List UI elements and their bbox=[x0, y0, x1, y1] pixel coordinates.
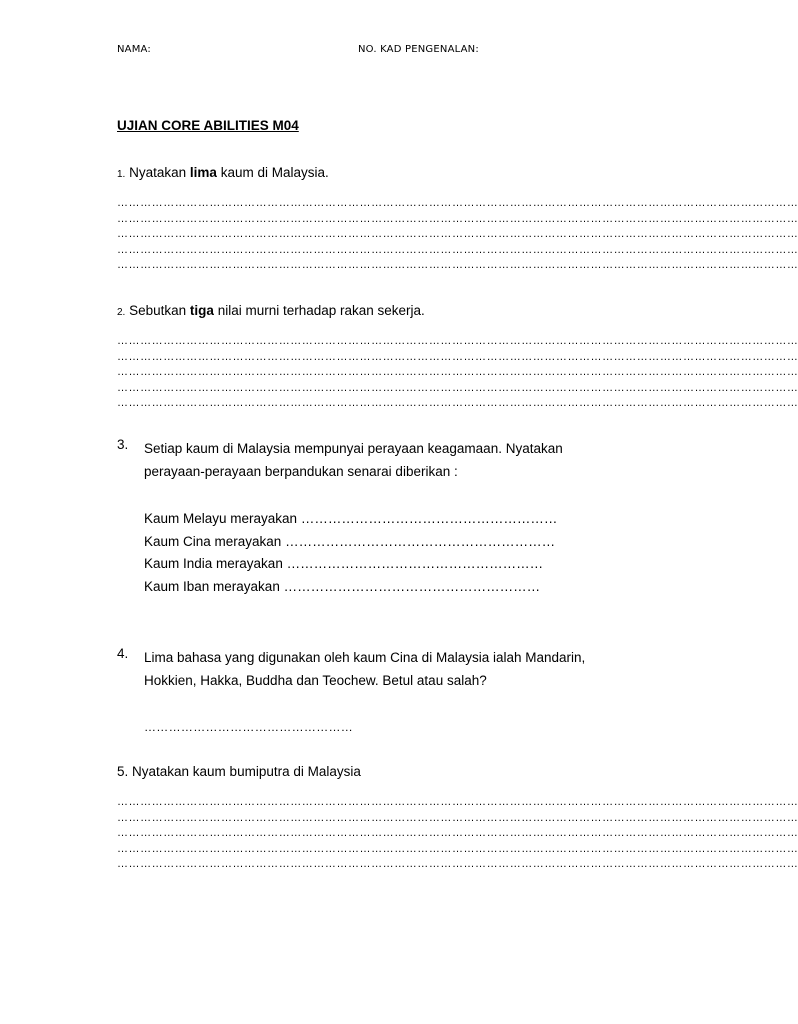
question-2-answer-lines[interactable] bbox=[117, 334, 798, 412]
answer-line[interactable]: …………………………………………………………………………………………………………………………………………………………… bbox=[117, 366, 798, 378]
answer-line[interactable]: …………………………………………………………………………………………………………………………………………………………… bbox=[117, 335, 798, 347]
answer-line[interactable]: …………………………………………………………………………………………………………………………………………………………… bbox=[117, 197, 798, 209]
question-1-text-post: kaum di Malaysia. bbox=[220, 165, 329, 180]
question-1-text-pre: Nyatakan bbox=[129, 165, 187, 180]
question-4-line-1: Lima bahasa yang digunakan oleh kaum Cina di Malaysia ialah Mandarin, bbox=[144, 650, 586, 665]
question-2-text-post: nilai murni terhadap rakan sekerja. bbox=[217, 303, 425, 318]
question-3-number: 3. bbox=[117, 437, 129, 452]
question-2-text-pre: Sebutkan bbox=[129, 303, 187, 318]
question-3-item-india[interactable]: Kaum India merayakan ………………………………………………… bbox=[144, 556, 544, 571]
answer-line[interactable]: …………………………………………………………………………………………………………………………………………………………… bbox=[117, 228, 798, 240]
answer-line[interactable]: …………………………………………………………………………………………………………………………………………………………… bbox=[117, 350, 798, 363]
question-3-line-1: Setiap kaum di Malaysia mempunyai perayaan keagamaan. Nyatakan bbox=[144, 441, 563, 456]
question-1-text-bold: lima bbox=[189, 165, 217, 180]
question-4-answer-line[interactable]: …………………………………………… bbox=[144, 720, 354, 734]
question-3-text bbox=[144, 437, 624, 483]
answer-line[interactable]: …………………………………………………………………………………………………………………………………………………………… bbox=[117, 796, 798, 808]
question-3-line-2: perayaan-perayaan berpandukan senarai diberikan : bbox=[144, 464, 458, 479]
question-3-item-cina[interactable]: Kaum Cina merayakan …………………………………………………… bbox=[144, 534, 556, 549]
question-1-answer-lines[interactable] bbox=[117, 196, 798, 274]
page-title: UJIAN CORE ABILITIES M04 bbox=[117, 118, 299, 133]
question-3-item-iban[interactable]: Kaum Iban merayakan ………………………………………………… bbox=[144, 579, 541, 594]
ic-number-label: NO. KAD PENGENALAN: bbox=[358, 44, 479, 55]
question-2-text-bold: tiga bbox=[189, 303, 214, 318]
question-1 bbox=[117, 165, 329, 180]
answer-line[interactable]: …………………………………………………………………………………………………………………………………………………………… bbox=[117, 811, 798, 824]
question-2-number: 2. bbox=[117, 307, 126, 318]
question-5-answer-lines[interactable] bbox=[117, 795, 798, 873]
question-4-text bbox=[144, 646, 624, 692]
question-3-item-melayu[interactable]: Kaum Melayu merayakan ………………………………………………… bbox=[144, 511, 558, 526]
answer-line[interactable]: …………………………………………………………………………………………………………………………………………………………… bbox=[117, 381, 798, 394]
answer-line[interactable]: …………………………………………………………………………………………………………………………………………………………… bbox=[117, 212, 798, 225]
question-5: 5. Nyatakan kaum bumiputra di Malaysia bbox=[117, 764, 361, 779]
question-2 bbox=[117, 303, 425, 318]
answer-line[interactable]: …………………………………………………………………………………………………………………………………………………………… bbox=[117, 858, 798, 870]
answer-line[interactable]: …………………………………………………………………………………………………………………………………………………………… bbox=[117, 259, 798, 271]
answer-line[interactable]: …………………………………………………………………………………………………………………………………………………………… bbox=[117, 827, 798, 839]
answer-line[interactable]: …………………………………………………………………………………………………………………………………………………………… bbox=[117, 842, 798, 855]
answer-line[interactable]: …………………………………………………………………………………………………………………………………………………………… bbox=[117, 397, 798, 409]
question-1-number: 1. bbox=[117, 169, 126, 180]
question-4-number: 4. bbox=[117, 646, 129, 661]
question-4-line-2: Hokkien, Hakka, Buddha dan Teochew. Betul atau salah? bbox=[144, 673, 487, 688]
name-label: NAMA: bbox=[117, 44, 151, 55]
answer-line[interactable]: …………………………………………………………………………………………………………………………………………………………… bbox=[117, 243, 798, 256]
